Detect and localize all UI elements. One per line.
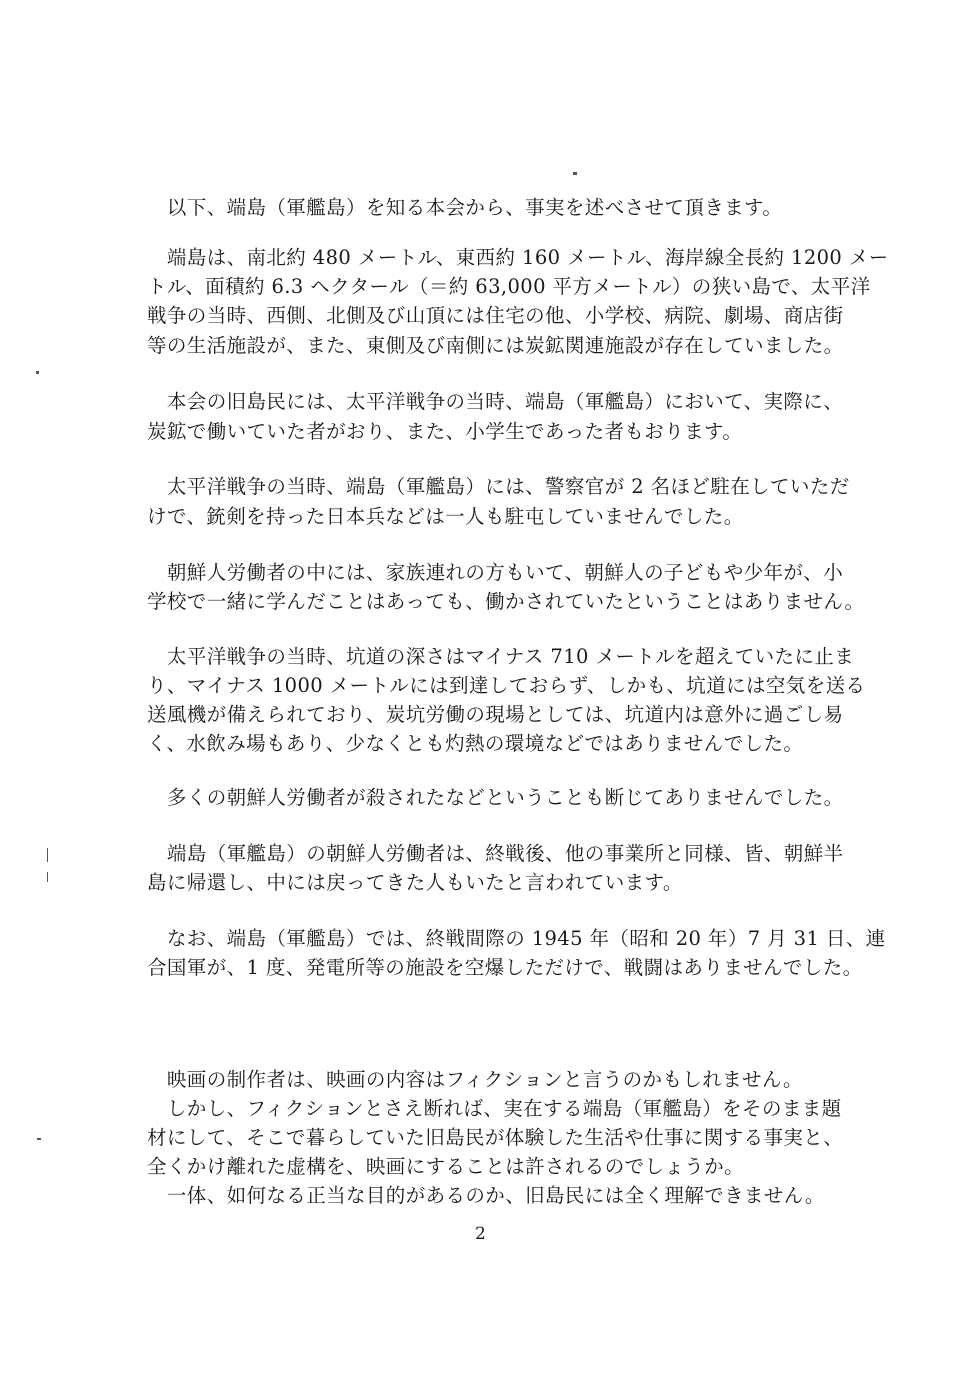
paragraph-2-line-3: 戦争の当時、西側、北側及び山頂には住宅の他、小学校、病院、劇場、商店街 bbox=[147, 304, 844, 327]
paragraph-8-line-2: 島に帰還し、中には戻ってきた人もいたと言われています。 bbox=[147, 871, 683, 894]
paragraph-2-line-4: 等の生活施設が、また、東側及び南側には炭鉱関連施設が存在していました。 bbox=[147, 334, 844, 357]
paragraph-10-line-2: しかし、フィクションとさえ断れば、実在する端島（軍艦島）をそのまま題 bbox=[147, 1097, 842, 1120]
paragraph-4-line-2: けで、銃剣を持った日本兵などは一人も駐屯していませんでした。 bbox=[147, 505, 744, 528]
paragraph-2-line-1: 端島は、南北約 480 メートル、東西約 160 メートル、海岸線全長約 1200 メー bbox=[147, 246, 889, 269]
paragraph-2-line-2: トル、面積約 6.3 ヘクタール（＝約 63,000 平方メートル）の狭い島で、太平洋 bbox=[147, 275, 871, 298]
paragraph-7-line-1: 多くの朝鮮人労働者が殺されたなどということも断じてありませんでした。 bbox=[147, 786, 844, 809]
paragraph-5-line-1: 朝鮮人労働者の中には、家族連れの方もいて、朝鮮人の子どもや少年が、小 bbox=[147, 561, 844, 584]
scan-speck bbox=[573, 172, 577, 175]
paragraph-6-line-3: 送風機が備えられており、炭坑労働の現場としては、坑道内は意外に過ごし易 bbox=[147, 703, 844, 726]
paragraph-1-line-1: 以下、端島（軍艦島）を知る本会から、事実を述べさせて頂きます。 bbox=[147, 196, 783, 219]
paragraph-3-line-2: 炭鉱で働いていた者がおり、また、小学生であった者もおります。 bbox=[147, 420, 743, 443]
page-number: 2 bbox=[475, 1224, 486, 1244]
paragraph-10-line-1: 映画の制作者は、映画の内容はフィクションと言うのかもしれません。 bbox=[147, 1068, 803, 1091]
scan-speck bbox=[47, 848, 48, 862]
paragraph-8-line-1: 端島（軍艦島）の朝鮮人労働者は、終戦後、他の事業所と同様、皆、朝鮮半 bbox=[147, 842, 844, 865]
scan-speck bbox=[47, 872, 48, 882]
paragraph-9-line-2: 合国軍が、1 度、発電所等の施設を空爆しただけで、戦闘はありませんでした。 bbox=[147, 956, 863, 979]
paragraph-4-line-1: 太平洋戦争の当時、端島（軍艦島）には、警察官が 2 名ほど駐在していただ bbox=[147, 475, 850, 498]
scan-speck bbox=[37, 1138, 41, 1140]
paragraph-6-line-1: 太平洋戦争の当時、坑道の深さはマイナス 710 メートルを超えていたに止ま bbox=[147, 645, 855, 668]
scan-speck bbox=[36, 371, 39, 374]
paragraph-10-line-5: 一体、如何なる正当な目的があるのか、旧島民には全く理解できません。 bbox=[147, 1184, 825, 1207]
paragraph-10-line-3: 材にして、そこで暮らしていた旧島民が体験した生活や仕事に関する事実と、 bbox=[147, 1126, 844, 1149]
paragraph-5-line-2: 学校で一緒に学んだことはあっても、働かされていたということはありません。 bbox=[147, 590, 865, 613]
paragraph-9-line-1: なお、端島（軍艦島）では、終戦間際の 1945 年（昭和 20 年）7 月 31 日、連 bbox=[147, 927, 886, 950]
paragraph-6-line-4: く、水飲み場もあり、少なくとも灼熱の環境などではありませんでした。 bbox=[147, 732, 804, 755]
paragraph-10-line-4: 全くかけ離れた虚構を、映画にすることは許されるのでしょうか。 bbox=[147, 1155, 745, 1178]
paragraph-6-line-2: り、マイナス 1000 メートルには到達しておらず、しかも、坑道には空気を送る bbox=[147, 674, 866, 697]
paragraph-3-line-1: 本会の旧島民には、太平洋戦争の当時、端島（軍艦島）において、実際に、 bbox=[147, 390, 844, 413]
